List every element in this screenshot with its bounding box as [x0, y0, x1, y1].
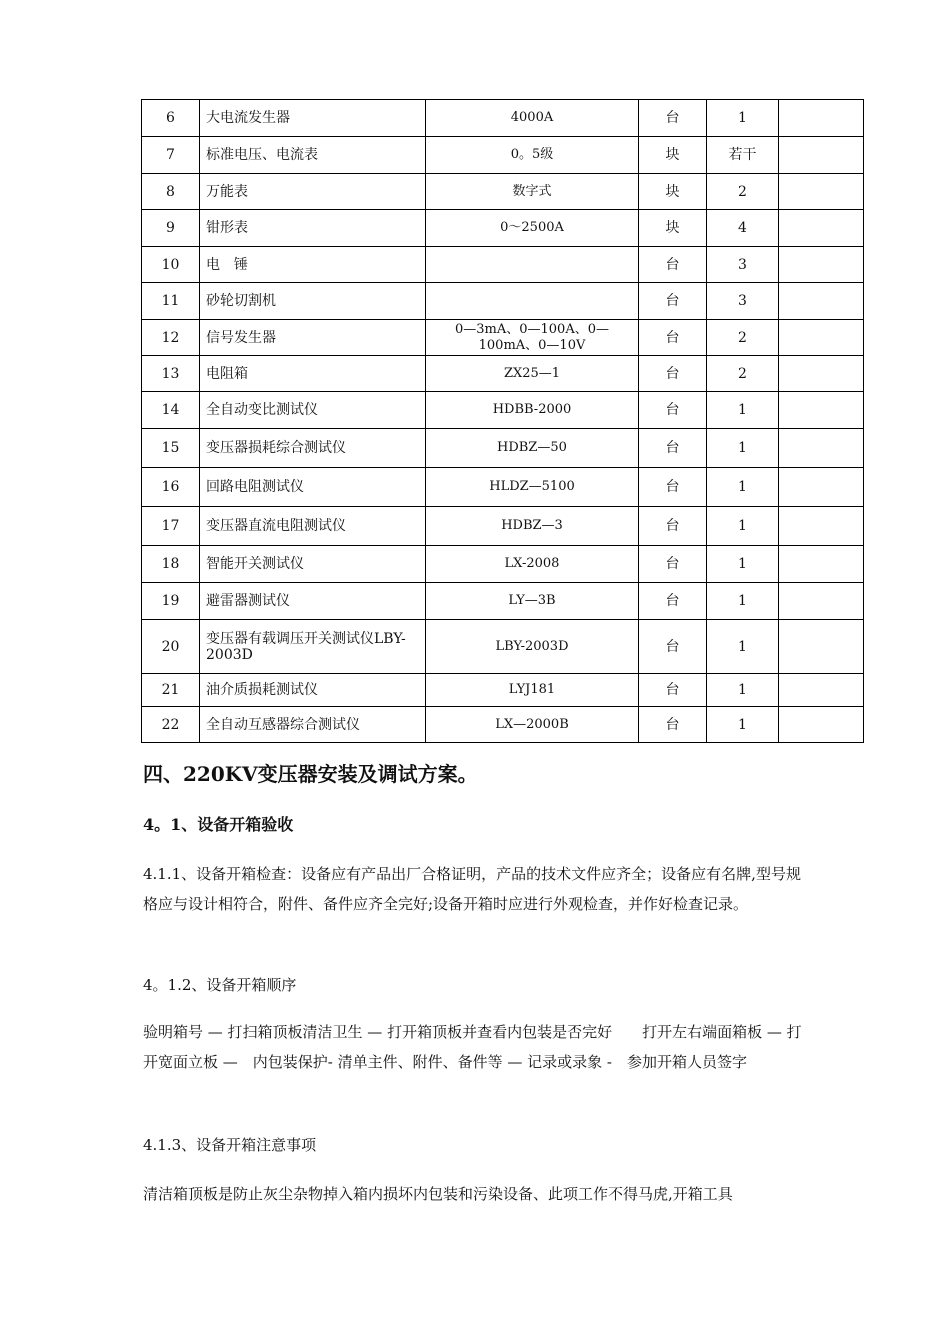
row-number-cell: 10	[142, 247, 200, 283]
paragraph-notes-body: 清洁箱顶板是防止灰尘杂物掉入箱内损坏内包装和污染设备、此项工作不得马虎,开箱工具	[143, 1185, 733, 1203]
row-number-cell: 12	[142, 320, 200, 356]
equipment-unit-cell: 台	[639, 674, 707, 707]
equipment-table-body	[142, 100, 864, 743]
table-row	[142, 429, 864, 468]
equipment-unit-cell: 台	[639, 392, 707, 429]
equipment-quantity-cell: 2	[707, 174, 779, 210]
equipment-name-cell: 全自动变比测试仪	[200, 392, 426, 429]
table-row	[142, 674, 864, 707]
equipment-model-cell: 0—3mA、0—100A、0—100mA、0—10V	[426, 320, 639, 356]
row-number-cell: 17	[142, 507, 200, 546]
equipment-name-cell: 变压器损耗综合测试仪	[200, 429, 426, 468]
paragraph-order-steps	[143, 1017, 813, 1077]
equipment-model-cell: 0～2500A	[426, 210, 639, 247]
equipment-note-cell	[779, 674, 864, 707]
table-row	[142, 507, 864, 546]
equipment-note-cell	[779, 320, 864, 356]
paragraph-inspection: 4.1.1、设备开箱检查：设备应有产品出厂合格证明，产品的技术文件应齐全；设备应有名牌,型号规格应与设计相符合，附件、备件应齐全完好;设备开箱时应进行外观检查，并作好检查记录。	[143, 865, 801, 913]
row-number-cell: 9	[142, 210, 200, 247]
table-row	[142, 210, 864, 247]
equipment-quantity-cell: 1	[707, 100, 779, 137]
equipment-name-cell: 油介质损耗测试仪	[200, 674, 426, 707]
row-number-cell: 19	[142, 583, 200, 620]
row-number-cell: 7	[142, 137, 200, 174]
equipment-quantity-cell: 1	[707, 429, 779, 468]
equipment-note-cell	[779, 392, 864, 429]
row-number-cell: 11	[142, 283, 200, 320]
equipment-model-cell: LX-2008	[426, 546, 639, 583]
equipment-quantity-cell: 1	[707, 674, 779, 707]
equipment-note-cell	[779, 583, 864, 620]
equipment-note-cell	[779, 546, 864, 583]
equipment-model-cell	[426, 247, 639, 283]
table-row	[142, 356, 864, 392]
row-number-cell: 6	[142, 100, 200, 137]
equipment-name-cell: 变压器直流电阻测试仪	[200, 507, 426, 546]
equipment-note-cell	[779, 429, 864, 468]
table-row	[142, 283, 864, 320]
equipment-unit-cell: 块	[639, 210, 707, 247]
order-steps-part-2: 打开左右端面箱板 — 打开宽面立板 — 内包装保护- 清单主件、附件、备件等 — 记录或录象 - 参加开箱人员签字	[143, 1023, 802, 1071]
equipment-unit-cell: 台	[639, 583, 707, 620]
equipment-name-cell: 回路电阻测试仪	[200, 468, 426, 507]
table-row	[142, 320, 864, 356]
equipment-name-cell: 信号发生器	[200, 320, 426, 356]
equipment-unit-cell: 台	[639, 320, 707, 356]
section-heading: 四、220KV变压器安装及调试方案。	[143, 762, 478, 786]
equipment-quantity-cell: 3	[707, 247, 779, 283]
equipment-quantity-cell: 若干	[707, 137, 779, 174]
table-row	[142, 468, 864, 507]
equipment-model-cell: LX—2000B	[426, 707, 639, 743]
equipment-unit-cell: 块	[639, 174, 707, 210]
row-number-cell: 22	[142, 707, 200, 743]
equipment-quantity-cell: 1	[707, 546, 779, 583]
row-number-cell: 14	[142, 392, 200, 429]
equipment-note-cell	[779, 468, 864, 507]
equipment-note-cell	[779, 174, 864, 210]
equipment-model-cell: 0。5级	[426, 137, 639, 174]
equipment-unit-cell: 台	[639, 507, 707, 546]
equipment-unit-cell: 台	[639, 620, 707, 674]
table-row	[142, 707, 864, 743]
equipment-unit-cell: 台	[639, 356, 707, 392]
equipment-note-cell	[779, 100, 864, 137]
equipment-model-cell: LYJ181	[426, 674, 639, 707]
equipment-unit-cell: 块	[639, 137, 707, 174]
equipment-note-cell	[779, 620, 864, 674]
order-steps-part-1: 验明箱号 — 打扫箱顶板清洁卫生 — 打开箱顶板并查看内包装是否完好	[143, 1023, 613, 1041]
equipment-name-cell: 电 锤	[200, 247, 426, 283]
row-number-cell: 13	[142, 356, 200, 392]
paragraph-order-title: 4。1.2、设备开箱顺序	[143, 976, 297, 994]
table-row	[142, 583, 864, 620]
row-number-cell: 8	[142, 174, 200, 210]
equipment-quantity-cell: 1	[707, 620, 779, 674]
table-row	[142, 137, 864, 174]
equipment-unit-cell: 台	[639, 100, 707, 137]
equipment-name-cell: 标准电压、电流表	[200, 137, 426, 174]
equipment-note-cell	[779, 210, 864, 247]
equipment-note-cell	[779, 707, 864, 743]
equipment-model-cell: HDBZ—50	[426, 429, 639, 468]
equipment-name-cell: 钳形表	[200, 210, 426, 247]
equipment-model-cell: LBY-2003D	[426, 620, 639, 674]
equipment-model-cell	[426, 283, 639, 320]
equipment-model-cell: HLDZ—5100	[426, 468, 639, 507]
equipment-name-cell: 全自动互感器综合测试仪	[200, 707, 426, 743]
equipment-table	[141, 99, 864, 743]
equipment-quantity-cell: 1	[707, 583, 779, 620]
row-number-cell: 18	[142, 546, 200, 583]
equipment-quantity-cell: 1	[707, 507, 779, 546]
equipment-unit-cell: 台	[639, 468, 707, 507]
equipment-quantity-cell: 2	[707, 320, 779, 356]
equipment-name-cell: 大电流发生器	[200, 100, 426, 137]
table-row	[142, 620, 864, 674]
section-subheading: 4。1、设备开箱验收	[143, 815, 294, 834]
equipment-note-cell	[779, 137, 864, 174]
equipment-note-cell	[779, 283, 864, 320]
equipment-name-cell: 电阻箱	[200, 356, 426, 392]
equipment-unit-cell: 台	[639, 283, 707, 320]
row-number-cell: 21	[142, 674, 200, 707]
equipment-unit-cell: 台	[639, 429, 707, 468]
table-row	[142, 174, 864, 210]
equipment-model-cell: LY—3B	[426, 583, 639, 620]
equipment-unit-cell: 台	[639, 247, 707, 283]
equipment-note-cell	[779, 507, 864, 546]
equipment-name-cell: 智能开关测试仪	[200, 546, 426, 583]
equipment-note-cell	[779, 356, 864, 392]
table-row	[142, 546, 864, 583]
equipment-quantity-cell: 3	[707, 283, 779, 320]
equipment-name-cell: 变压器有载调压开关测试仪LBY-2003D	[200, 620, 426, 674]
row-number-cell: 15	[142, 429, 200, 468]
table-row	[142, 247, 864, 283]
equipment-quantity-cell: 1	[707, 392, 779, 429]
paragraph-notes-title: 4.1.3、设备开箱注意事项	[143, 1136, 317, 1154]
equipment-name-cell: 万能表	[200, 174, 426, 210]
equipment-note-cell	[779, 247, 864, 283]
equipment-unit-cell: 台	[639, 546, 707, 583]
equipment-unit-cell: 台	[639, 707, 707, 743]
equipment-quantity-cell: 1	[707, 707, 779, 743]
row-number-cell: 20	[142, 620, 200, 674]
equipment-model-cell: 数字式	[426, 174, 639, 210]
equipment-quantity-cell: 2	[707, 356, 779, 392]
equipment-model-cell: HDBZ—3	[426, 507, 639, 546]
equipment-quantity-cell: 1	[707, 468, 779, 507]
equipment-model-cell: ZX25—1	[426, 356, 639, 392]
table-row	[142, 100, 864, 137]
equipment-model-cell: 4000A	[426, 100, 639, 137]
row-number-cell: 16	[142, 468, 200, 507]
table-row	[142, 392, 864, 429]
equipment-name-cell: 避雷器测试仪	[200, 583, 426, 620]
equipment-quantity-cell: 4	[707, 210, 779, 247]
equipment-name-cell: 砂轮切割机	[200, 283, 426, 320]
equipment-model-cell: HDBB-2000	[426, 392, 639, 429]
